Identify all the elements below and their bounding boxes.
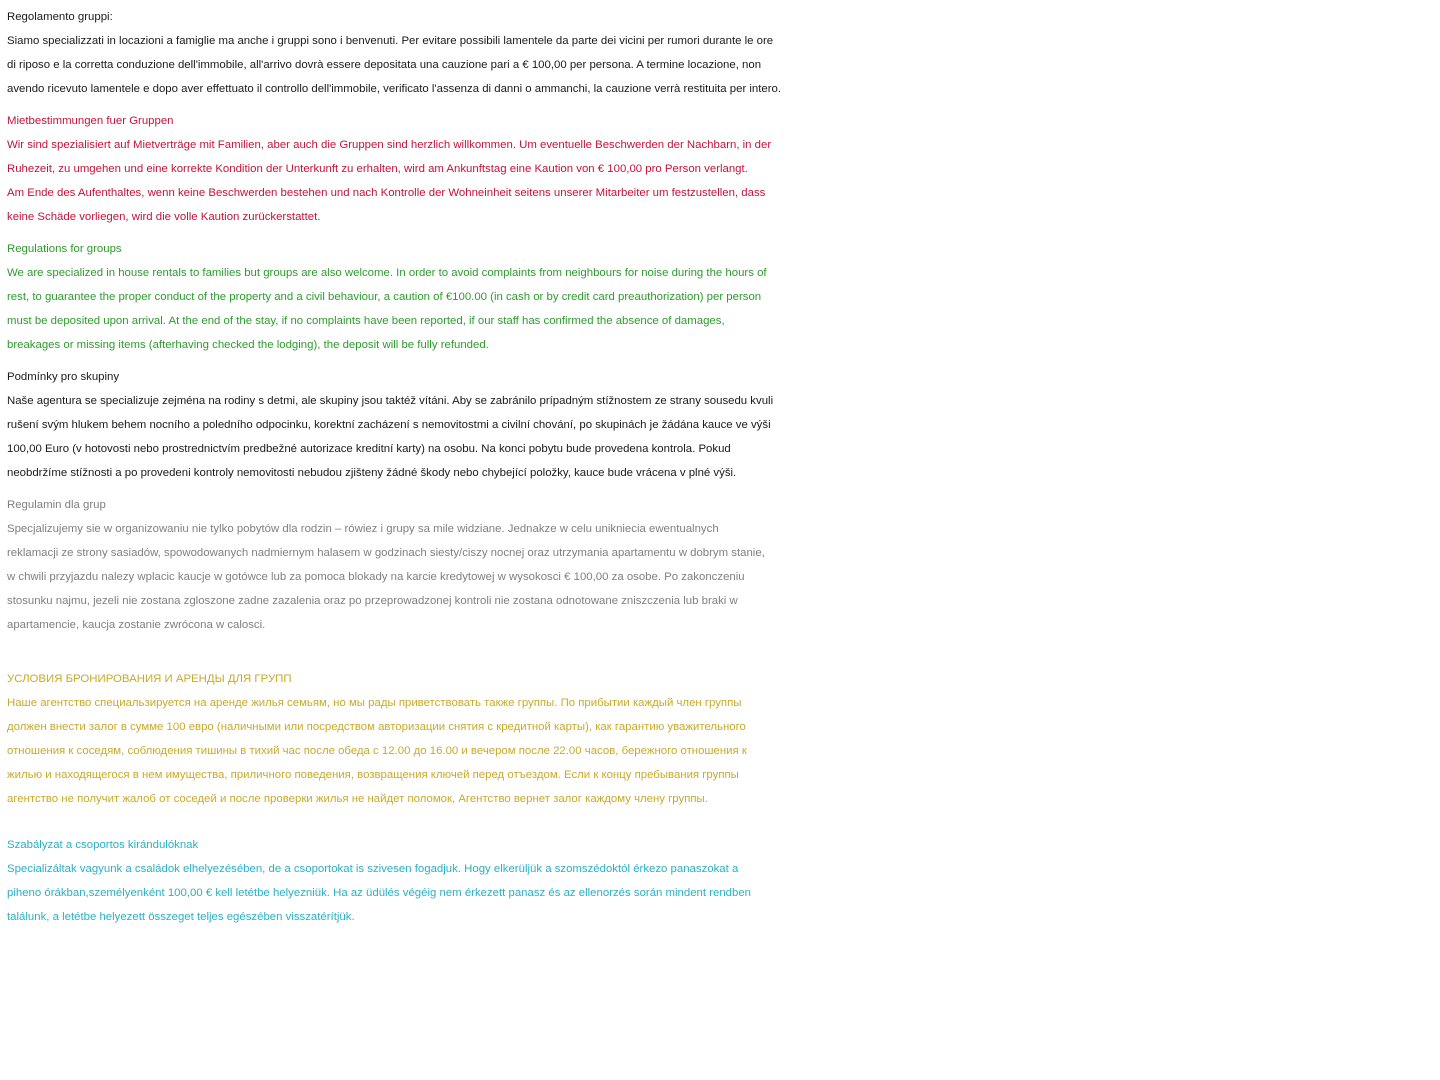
- paragraph-line: breakages or missing items (afterhaving checked the lodging), the deposit will be fully refunded.: [7, 339, 489, 351]
- paragraph-line: Specializáltak vagyunk a családok elhelyezésében, de a csoportokat is szivesen fogadjuk. Hogy elkerüljük a szomszédoktól érkezo panaszokat a: [7, 863, 739, 875]
- paragraph-line: Specjalizujemy sie w organizowaniu nie tylko pobytów dla rodzin – rówiez i grupy sa mile widziane. Jednakze w celu unikniecia ewentualnych: [7, 523, 719, 535]
- section-title-russian: УСЛОВИЯ БРОНИРОВАНИЯ И АРЕНДЫ ДЛЯ ГРУПП: [7, 673, 292, 685]
- paragraph-line: Am Ende des Aufenthaltes, wenn keine Beschwerden bestehen und nach Kontrolle der Wohneinheit seitens unserer Mitarbeiter um festzustellen, dass: [7, 187, 766, 199]
- paragraph-line: w chwili przyjazdu nalezy wplacic kaucje w gotówce lub za pomoca blokady na karcie kredytowej w wysokosci € 100,00 za osobe. Po zakonczeniu: [7, 571, 745, 583]
- section-russian: [7, 667, 1440, 811]
- section-title-czech: Podmínky pro skupiny: [7, 371, 120, 383]
- section-czech: [7, 365, 1440, 485]
- paragraph-line: отношения к соседям, соблюдения тишины в тихий час после обеда с 12.00 до 16.00 и вечером после 22.00 часов, бережного отношения к: [7, 745, 747, 757]
- section-polish: [7, 493, 1440, 637]
- section-hungarian: [7, 833, 1440, 929]
- section-title-hungarian: Szabályzat a csoportos kirándulóknak: [7, 839, 199, 851]
- paragraph-line: rušení svým hlukem behem nocního a poledního odpocinku, korektní zacházení s nemovitostmi a civilní chování, po skupinách je žádána kauce ve výši: [7, 419, 771, 431]
- paragraph-line: 100,00 Euro (v hotovosti nebo prostrednictvím predbežné autorizace kreditní karty) na osobu. Na konci pobytu bude provedena kontrola. Pokud: [7, 443, 731, 455]
- paragraph-line: Наше агентство специальзируется на аренде жилья семьям, но мы рады приветствовать также группы. По прибытии каждый член группы: [7, 697, 742, 709]
- paragraph-line: avendo ricevuto lamentele e dopo aver effettuato il controllo dell'immobile, verificato l'assenza di danni o ammanchi, la cauzione verrà restituita per intero.: [7, 83, 782, 95]
- paragraph-line: Siamo specializzati in locazioni a famiglie ma anche i gruppi sono i benvenuti. Per evitare possibili lamentele da parte dei vicini per rumori durante le ore: [7, 35, 774, 47]
- paragraph-line: Ruhezeit, zu umgehen und eine korrekte Kondition der Unterkunft zu erhalten, wird am Ankunftstag eine Kaution von € 100,00 pro Person verlangt.: [7, 163, 748, 175]
- paragraph-line: keine Schäde vorliegen, wird die volle Kaution zurückerstattet.: [7, 211, 321, 223]
- section-title-german: Mietbestimmungen fuer Gruppen: [7, 115, 174, 127]
- section-title-italian: Regolamento gruppi:: [7, 11, 113, 23]
- section-english: [7, 237, 1440, 357]
- paragraph-line: piheno órákban,személyenként 100,00 € kell letétbe helyezniük. Ha az üdülés végéig nem érkezett panasz és az ellenorzés során mindent rendben: [7, 887, 752, 899]
- paragraph-line: must be deposited upon arrival. At the end of the stay, if no complaints have been reported, if our staff has confirmed the absence of damages,: [7, 315, 725, 327]
- section-title-polish: Regulamin dla grup: [7, 499, 106, 511]
- paragraph-line: di riposo e la corretta conduzione dell'immobile, all'arrivo dovrà essere depositata una cauzione pari a € 100,00 per persona. A termine locazione, non: [7, 59, 762, 71]
- paragraph-line: reklamacji ze strony sasiadów, spowodowanych nadmiernym halasem w godzinach siesty/ciszy nocnej oraz utrzymania apartamentu w dobrym stanie,: [7, 547, 765, 559]
- section-title-english: Regulations for groups: [7, 243, 122, 255]
- paragraph-line: We are specialized in house rentals to families but groups are also welcome. In order to avoid complaints from neighbours for noise during the hours of: [7, 267, 767, 279]
- paragraph-line: neobdržíme stížnosti a po provedeni kontroly nemovitosti nebudou zjišteny žádné škody nebo chybející položky, kauce bude vrácena v plné výši.: [7, 467, 737, 479]
- paragraph-line: rest, to guarantee the proper conduct of the property and a civil behaviour, a caution of €100.00 (in cash or by credit card preauthorization) per person: [7, 291, 762, 303]
- paragraph-line: apartamencie, kaucja zostanie zwrócona w calosci.: [7, 619, 266, 631]
- paragraph-line: должен внести залог в сумме 100 евро (наличными или посредством авторизации снятия с кредитной карты), как гарантию уважительного: [7, 721, 746, 733]
- paragraph-line: Wir sind spezialisiert auf Mietverträge mit Familien, aber auch die Gruppen sind herzlich willkommen. Um eventuelle Beschwerden der Nachbarn, in der: [7, 139, 772, 151]
- paragraph-line: Naše agentura se specializuje zejména na rodiny s detmi, ale skupiny jsou taktéž vítáni. Aby se zabránilo prípadným stížnostem ze strany sousedu kvuli: [7, 395, 774, 407]
- paragraph-line: жилью и находящегося в нем имущества, приличного поведения, возвращения ключей перед отъездом. Если к концу пребывания группы: [7, 769, 739, 781]
- paragraph-line: агентство не получит жалоб от соседей и после проверки жилья не найдет поломок, Агентство вернет залог каждому члену группы.: [7, 793, 708, 805]
- paragraph-line: stosunku najmu, jezeli nie zostana zgloszone zadne zazalenia oraz po przeprowadzonej kontroli nie zostana odnotowane zniszczenia lub braki w: [7, 595, 738, 607]
- section-german: [7, 109, 1440, 229]
- paragraph-line: találunk, a letétbe helyezett összeget teljes egészében visszatérítjük.: [7, 911, 355, 923]
- section-italian: [7, 5, 1440, 101]
